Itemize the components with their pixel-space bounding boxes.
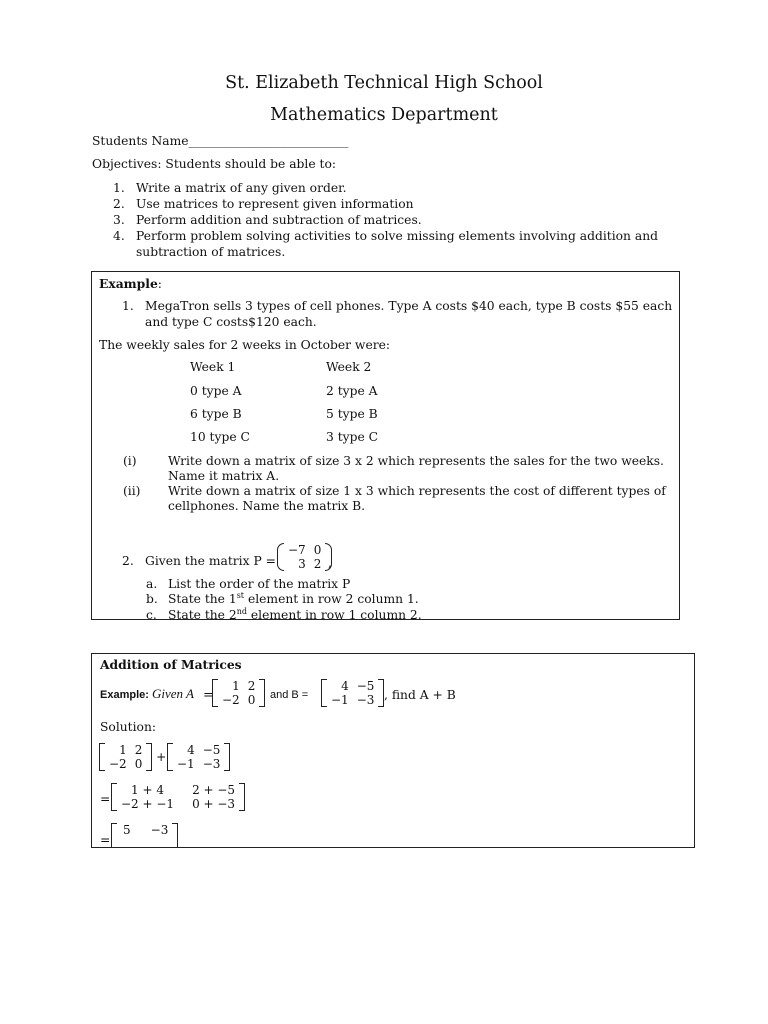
part-i-line-1: Write down a matrix of size 3 x 2 which represents the sales for the two weeks. bbox=[168, 454, 664, 468]
matrix-cell: 2 + −5 bbox=[192, 783, 236, 797]
matrix-cell: −2 bbox=[222, 693, 240, 707]
example-label bbox=[100, 689, 149, 701]
addition-heading-label: Addition of Matrices bbox=[100, 657, 242, 672]
matrix-cell: −3 bbox=[202, 757, 221, 771]
matrix-cell: 3 bbox=[298, 557, 306, 571]
equals-sign: = bbox=[203, 688, 214, 703]
sum-matrix-cells bbox=[117, 783, 239, 811]
objective-number: 2. bbox=[113, 197, 125, 211]
matrix-cell: −2 bbox=[109, 757, 127, 771]
example-heading bbox=[99, 276, 162, 291]
subpart-text: List the order of the matrix P bbox=[168, 577, 351, 591]
subpart-letter: a. bbox=[146, 577, 158, 591]
part-ii-number: (ii) bbox=[123, 484, 141, 498]
solution-matrix-b bbox=[167, 743, 230, 771]
find-text: , find A + B bbox=[384, 688, 456, 702]
question-1-number: 1. bbox=[122, 299, 134, 313]
matrix-cell: 2 bbox=[247, 679, 256, 693]
solution-label: Solution: bbox=[100, 720, 157, 734]
part-ii-line-2: cellphones. Name the matrix B. bbox=[168, 499, 366, 513]
matrix-p bbox=[277, 543, 332, 571]
student-name-field: Students Name__________________________ bbox=[92, 134, 349, 148]
objective-number: 4. bbox=[113, 229, 125, 243]
subpart-letter: c. bbox=[146, 608, 157, 620]
matrix-cell: 0 + −3 bbox=[192, 797, 236, 811]
matrix-right-bracket bbox=[224, 743, 230, 771]
matrix-a bbox=[212, 679, 265, 707]
addition-box bbox=[91, 653, 695, 848]
example-heading-colon: : bbox=[157, 277, 162, 291]
matrix-cell: 1 bbox=[119, 743, 127, 757]
matrix-cell: 1 + 4 bbox=[131, 783, 164, 797]
subpart-text bbox=[168, 608, 422, 620]
solution-matrix-a-cells bbox=[105, 743, 146, 771]
equals-sign: = bbox=[100, 833, 111, 847]
question-2-comma: , bbox=[328, 556, 332, 570]
question-2-number: 2. bbox=[122, 554, 134, 568]
part-ii-line-1: Write down a matrix of size 1 x 3 which represents the cost of different types of bbox=[168, 484, 666, 498]
objective-text: Perform addition and subtraction of matrices. bbox=[136, 213, 422, 227]
part-i-line-2: Name it matrix A. bbox=[168, 469, 280, 483]
matrix-left-paren bbox=[277, 543, 284, 571]
objective-text: Perform problem solving activities to solve missing elements involving addition and bbox=[136, 229, 658, 243]
objectives-intro: Objectives: Students should be able to: bbox=[92, 157, 337, 171]
subpart-letter: b. bbox=[146, 592, 158, 606]
matrix-cell: −5 bbox=[356, 679, 375, 693]
matrix-cell: −7 bbox=[288, 543, 306, 557]
objective-text: Use matrices to represent given information bbox=[136, 197, 414, 211]
solution-matrix-b-cells bbox=[173, 743, 224, 771]
sales-cell: 2 type A bbox=[326, 384, 378, 398]
plus-sign: + bbox=[156, 750, 167, 764]
objective-number: 1. bbox=[113, 181, 125, 195]
subpart-text-b: element in row 1 column 2. bbox=[246, 608, 422, 620]
result-matrix bbox=[111, 823, 178, 848]
matrix-cell: 0 bbox=[134, 757, 143, 771]
subpart-text-a: State the 2 bbox=[168, 608, 237, 620]
equals-sign: = bbox=[100, 792, 111, 806]
matrix-right-bracket bbox=[172, 823, 178, 848]
objective-text: Write a matrix of any given order. bbox=[136, 181, 347, 195]
matrix-cell: 5 bbox=[123, 823, 131, 837]
matrix-cell: 0 bbox=[313, 543, 322, 557]
matrix-cell: −5 bbox=[202, 743, 221, 757]
sales-cell: 6 type B bbox=[190, 407, 242, 421]
department-title: Mathematics Department bbox=[270, 105, 498, 125]
sum-matrix bbox=[111, 783, 245, 811]
solution-matrix-a bbox=[99, 743, 152, 771]
matrix-cell: −2 + −1 bbox=[121, 797, 175, 811]
example-label-text: Example: bbox=[100, 689, 149, 701]
subpart-text bbox=[168, 592, 419, 606]
matrix-cell: 0 bbox=[247, 693, 256, 707]
matrix-p-cells bbox=[284, 543, 325, 571]
subpart-text-b: element in row 2 column 1. bbox=[244, 592, 419, 606]
sales-cell: 3 type C bbox=[326, 430, 379, 444]
and-b-text: and B = bbox=[270, 689, 309, 701]
result-matrix-cells bbox=[117, 823, 172, 848]
sales-cell: 5 type B bbox=[326, 407, 378, 421]
matrix-b bbox=[321, 679, 384, 707]
question-1-line-2: and type C costs$120 each. bbox=[145, 315, 317, 329]
ordinal-suffix: nd bbox=[236, 606, 247, 616]
matrix-cell: −1 bbox=[177, 757, 195, 771]
objective-number: 3. bbox=[113, 213, 125, 227]
matrix-right-bracket bbox=[146, 743, 152, 771]
matrix-cell: −3 bbox=[356, 693, 375, 707]
matrix-right-bracket bbox=[239, 783, 245, 811]
subpart-text-a: State the 1 bbox=[168, 592, 237, 606]
given-text: Given A bbox=[152, 686, 194, 701]
ordinal-suffix: st bbox=[236, 590, 245, 600]
matrix-right-bracket bbox=[259, 679, 265, 707]
matrix-cell: 4 bbox=[341, 679, 349, 693]
sales-cell: 10 type C bbox=[190, 430, 250, 444]
part-i-number: (i) bbox=[123, 454, 137, 468]
weekly-sales-intro: The weekly sales for 2 weeks in October were: bbox=[99, 338, 391, 352]
objective-text-continued: subtraction of matrices. bbox=[136, 245, 286, 259]
matrix-cell: −1 bbox=[331, 693, 349, 707]
sales-header-week2: Week 2 bbox=[326, 360, 372, 374]
matrix-cell: −3 bbox=[150, 823, 169, 837]
matrix-cell: 1 bbox=[232, 679, 240, 693]
example-box bbox=[91, 271, 680, 620]
sales-header-week1: Week 1 bbox=[190, 360, 236, 374]
school-title: St. Elizabeth Technical High School bbox=[225, 73, 543, 93]
matrix-a-cells bbox=[218, 679, 259, 707]
matrix-cell: 4 bbox=[187, 743, 195, 757]
matrix-cell: 2 bbox=[134, 743, 143, 757]
question-2-text: Given the matrix P = bbox=[145, 554, 276, 568]
question-1-line-1: MegaTron sells 3 types of cell phones. Type A costs $40 each, type B costs $55 each bbox=[145, 299, 673, 313]
example-heading-label: Example bbox=[99, 276, 158, 291]
matrix-cell: 2 bbox=[313, 557, 322, 571]
addition-heading bbox=[100, 657, 242, 672]
sales-cell: 0 type A bbox=[190, 384, 242, 398]
matrix-b-cells bbox=[327, 679, 378, 707]
